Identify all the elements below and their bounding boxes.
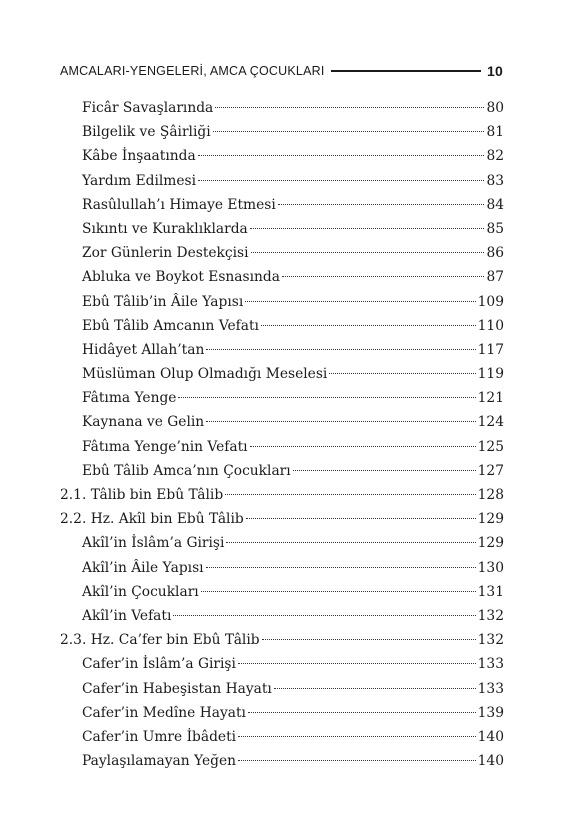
toc-entry-page: 119 — [477, 366, 504, 383]
toc-entry-title: Bilgelik ve Şâirliği — [82, 124, 211, 141]
toc-entry-title: Cafer’in Habeşistan Hayatı — [82, 680, 272, 697]
toc-entry-title: Akîl’in Âile Yapısı — [82, 559, 204, 576]
toc-entry-page: 109 — [477, 293, 504, 310]
toc-entry — [60, 556, 504, 580]
toc-entry-title: Ebû Tâlib’in Âile Yapısı — [82, 293, 244, 310]
toc-entry-page: 83 — [486, 172, 504, 189]
toc-entry — [60, 169, 504, 193]
toc-dot-leader — [206, 349, 475, 350]
toc-entry-page: 127 — [477, 462, 504, 479]
toc-entry-page: 132 — [477, 607, 504, 624]
toc-entry-title: Zor Günlerin Destekçisi — [82, 245, 249, 262]
toc-entry-page: 84 — [486, 196, 504, 213]
toc-entry-page: 140 — [477, 728, 504, 745]
toc-dot-leader — [213, 131, 485, 132]
toc-entry — [60, 193, 504, 217]
toc-dot-leader — [238, 736, 476, 737]
toc-entry — [60, 725, 504, 749]
running-head — [60, 61, 503, 81]
toc-entry-page: 80 — [486, 100, 504, 116]
toc-entry-title: Müslüman Olup Olmadığı Meselesi — [82, 366, 328, 383]
toc-entry-page: 82 — [486, 148, 504, 165]
toc-dot-leader — [262, 639, 476, 640]
toc-entry-title: Kâbe İnşaatında — [82, 148, 196, 165]
toc-dot-leader — [215, 107, 484, 108]
toc-entry — [60, 338, 504, 362]
toc-entry — [60, 628, 504, 652]
toc-entry-title: Cafer’in İslâm’a Girişi — [82, 656, 236, 673]
toc-entry-page: 129 — [477, 535, 504, 552]
toc-entry-title: Rasûlullah’ı Himaye Etmesi — [82, 196, 276, 213]
toc-entry-page: 139 — [477, 704, 504, 721]
toc-entry-page: 124 — [477, 414, 504, 431]
toc-entry-title: Fâtıma Yenge’nin Vefatı — [82, 438, 248, 455]
toc-entry-page: 81 — [486, 124, 504, 141]
toc-entry — [60, 96, 504, 120]
toc-dot-leader — [251, 252, 485, 253]
toc-entry-page: 140 — [477, 753, 504, 770]
toc-dot-leader — [173, 615, 475, 616]
toc-entry-title: Sıkıntı ve Kuraklıklarda — [82, 220, 248, 237]
toc-dot-leader — [226, 542, 475, 543]
toc-dot-leader — [293, 470, 476, 471]
toc-entry — [60, 120, 504, 144]
toc-entry — [60, 749, 504, 773]
toc-dot-leader — [238, 663, 476, 664]
toc-entry-title: Akîl’in İslâm’a Girişi — [82, 535, 225, 552]
toc-entry — [60, 410, 504, 434]
toc-entry-title: Akîl’in Çocukları — [82, 583, 199, 600]
toc-dot-leader — [206, 567, 476, 568]
toc-entry-title: Paylaşılamayan Yeğen — [82, 753, 237, 770]
toc-dot-leader — [238, 760, 476, 761]
toc-entry-title: Cafer’in Medîne Hayatı — [82, 704, 246, 721]
toc-dot-leader — [246, 518, 476, 519]
toc-entry — [60, 435, 504, 459]
toc-entry — [60, 701, 504, 725]
toc-entry — [60, 386, 504, 410]
toc-entry — [60, 507, 504, 531]
toc-entry-title: Abluka ve Boykot Esnasında — [82, 269, 280, 286]
toc-entry — [60, 652, 504, 676]
toc-entry — [60, 265, 504, 289]
running-head-rule — [331, 70, 482, 72]
toc-entry — [60, 290, 504, 314]
toc-dot-leader — [201, 591, 476, 592]
toc-entry-title: 2.1. Tâlib bin Ebû Tâlib — [60, 487, 224, 503]
toc-entry-title: 2.2. Hz. Akîl bin Ebû Tâlib — [60, 511, 244, 528]
toc-dot-leader — [250, 446, 476, 447]
toc-entry-page: 131 — [477, 583, 504, 600]
running-head-title: AMCALARI-YENGELERİ, AMCA ÇOCUKLARI — [60, 64, 325, 78]
toc-entry — [60, 677, 504, 701]
toc-dot-leader — [198, 155, 485, 156]
toc-entry-page: 87 — [486, 269, 504, 286]
toc-entry-title: Ebû Tâlib Amcanın Vefatı — [82, 317, 259, 334]
toc-entry — [60, 241, 504, 265]
toc-entry-page: 128 — [477, 487, 504, 503]
toc-entry-page: 133 — [477, 656, 504, 673]
toc-entry-page: 85 — [486, 220, 504, 237]
toc-entry-title: Ficâr Savaşlarında — [82, 100, 214, 116]
toc-dot-leader — [278, 204, 485, 205]
toc-entry-title: Fâtıma Yenge — [82, 390, 177, 407]
toc-entry-title: Akîl’in Vefatı — [82, 607, 172, 624]
toc-entry-page: 132 — [477, 632, 504, 649]
toc-entry — [60, 580, 504, 604]
toc-entry — [60, 362, 504, 386]
toc-entry-page: 129 — [477, 511, 504, 528]
toc-entry — [60, 604, 504, 628]
toc-dot-leader — [178, 397, 475, 398]
toc-entry — [60, 314, 504, 338]
toc-entry-title: Ebû Tâlib Amca’nın Çocukları — [82, 462, 291, 479]
toc-dot-leader — [250, 228, 485, 229]
page-number: 10 — [487, 63, 503, 79]
toc-entry-title: Cafer’in Umre İbâdeti — [82, 728, 237, 745]
toc-entry-title: Kaynana ve Gelin — [82, 414, 205, 431]
toc-entry-title: Hidâyet Allah’tan — [82, 341, 205, 358]
toc-entry-page: 117 — [477, 341, 504, 358]
toc-entry — [60, 531, 504, 555]
toc-entry — [60, 144, 504, 168]
toc-entry — [60, 459, 504, 483]
toc-entry-page: 86 — [486, 245, 504, 262]
toc-entry-page: 121 — [477, 390, 504, 407]
toc-dot-leader — [206, 421, 475, 422]
toc-entry-page: 130 — [477, 559, 504, 576]
toc-dot-leader — [198, 180, 484, 181]
toc-dot-leader — [225, 494, 475, 495]
toc-dot-leader — [248, 712, 476, 713]
table-of-contents — [60, 96, 504, 773]
toc-entry — [60, 483, 504, 507]
toc-entry-page: 110 — [477, 317, 504, 334]
toc-entry-title: 2.3. Hz. Ca’fer bin Ebû Tâlib — [60, 632, 260, 649]
toc-dot-leader — [274, 688, 476, 689]
toc-entry-page: 133 — [477, 680, 504, 697]
toc-dot-leader — [261, 325, 476, 326]
toc-dot-leader — [329, 373, 475, 374]
toc-entry-title: Yardım Edilmesi — [82, 172, 197, 189]
toc-dot-leader — [282, 276, 484, 277]
toc-entry-page: 125 — [477, 438, 504, 455]
toc-entry — [60, 217, 504, 241]
toc-dot-leader — [245, 301, 475, 302]
